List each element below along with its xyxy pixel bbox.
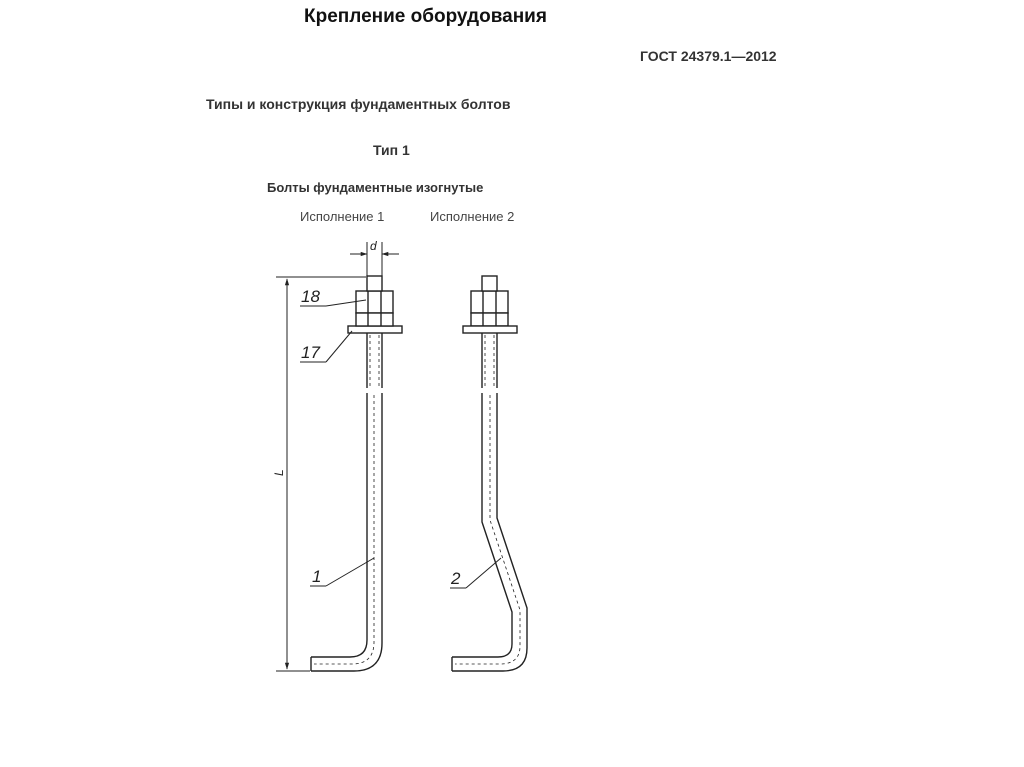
standard-number: ГОСТ 24379.1—2012 [640,48,777,64]
callout-1: 1 [312,567,322,586]
callout-2: 2 [451,569,461,588]
callout-17: 17 [301,343,320,362]
type-label: Тип 1 [373,142,410,158]
section-heading: Типы и конструкция фундаментных болтов [206,96,511,112]
slide-title: Крепление оборудования [304,6,547,27]
variant-1-label: Исполнение 1 [300,209,385,224]
dimension-l-label: L [272,469,286,476]
dimension-l [276,277,366,671]
variant-2-label: Исполнение 2 [430,209,515,224]
dimension-d-label: d [370,239,377,253]
callout-18: 18 [301,287,320,306]
bolt-variant-1 [311,276,402,671]
bolt-variant-2 [452,276,527,671]
subheading: Болты фундаментные изогнутые [267,180,484,195]
